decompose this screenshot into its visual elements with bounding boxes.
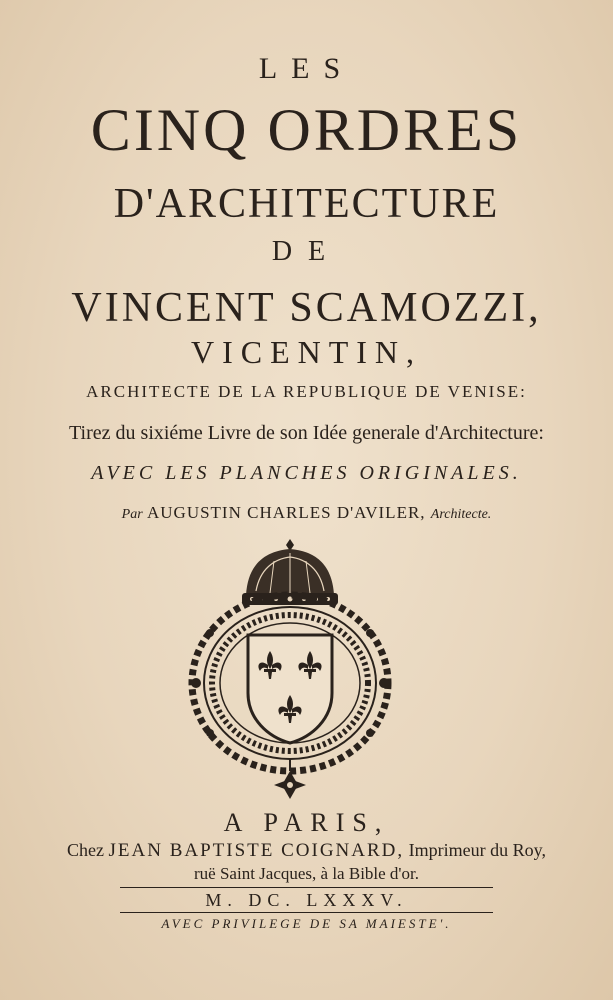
author-role: ARCHITECTE DE LA REPUBLIQUE DE VENISE: — [86, 382, 527, 401]
translator-name: AUGUSTIN CHARLES D'AVILER, — [146, 503, 426, 522]
royal-coat-of-arms-fleur-de-lis-icon — [186, 533, 398, 803]
cross-pendant-icon — [274, 759, 306, 799]
author-origin: VICENTIN, — [190, 334, 423, 370]
author-name: VINCENT SCAMOZZI, — [71, 285, 542, 331]
imprint-privilege: AVEC PRIVILEGE DE SA MAIESTE'. — [161, 916, 452, 931]
title-les: LES — [258, 52, 355, 85]
title-architecture: D'ARCHITECTURE — [113, 181, 500, 227]
translator-line — [0, 503, 613, 523]
translator-role: Architecte. — [430, 507, 492, 522]
crown-icon — [242, 539, 338, 605]
imprint-printer-prefix: Chez — [67, 840, 104, 860]
imprint-printer — [0, 840, 613, 862]
translator-prefix: Par — [121, 507, 143, 522]
subtitle-source: Tirez du sixiéme Livre de son Idée generale d'Architecture: — [69, 422, 544, 444]
divider-rule — [120, 912, 493, 913]
imprint-place: A PARIS, — [223, 808, 390, 837]
imprint-address: ruë Saint Jacques, à la Bible d'or. — [194, 864, 419, 883]
title-de: DE — [271, 236, 342, 267]
imprint-printer-name: JEAN BAPTISTE COIGNARD, — [108, 840, 405, 861]
imprint-date: M. DC. LXXXV. — [205, 890, 408, 910]
imprint-printer-title: Imprimeur du Roy, — [408, 840, 546, 860]
divider-rule — [120, 887, 493, 888]
title-cinq-ordres: CINQ ORDRES — [90, 97, 523, 163]
subtitle-plates: AVEC LES PLANCHES ORIGINALES. — [91, 462, 522, 484]
